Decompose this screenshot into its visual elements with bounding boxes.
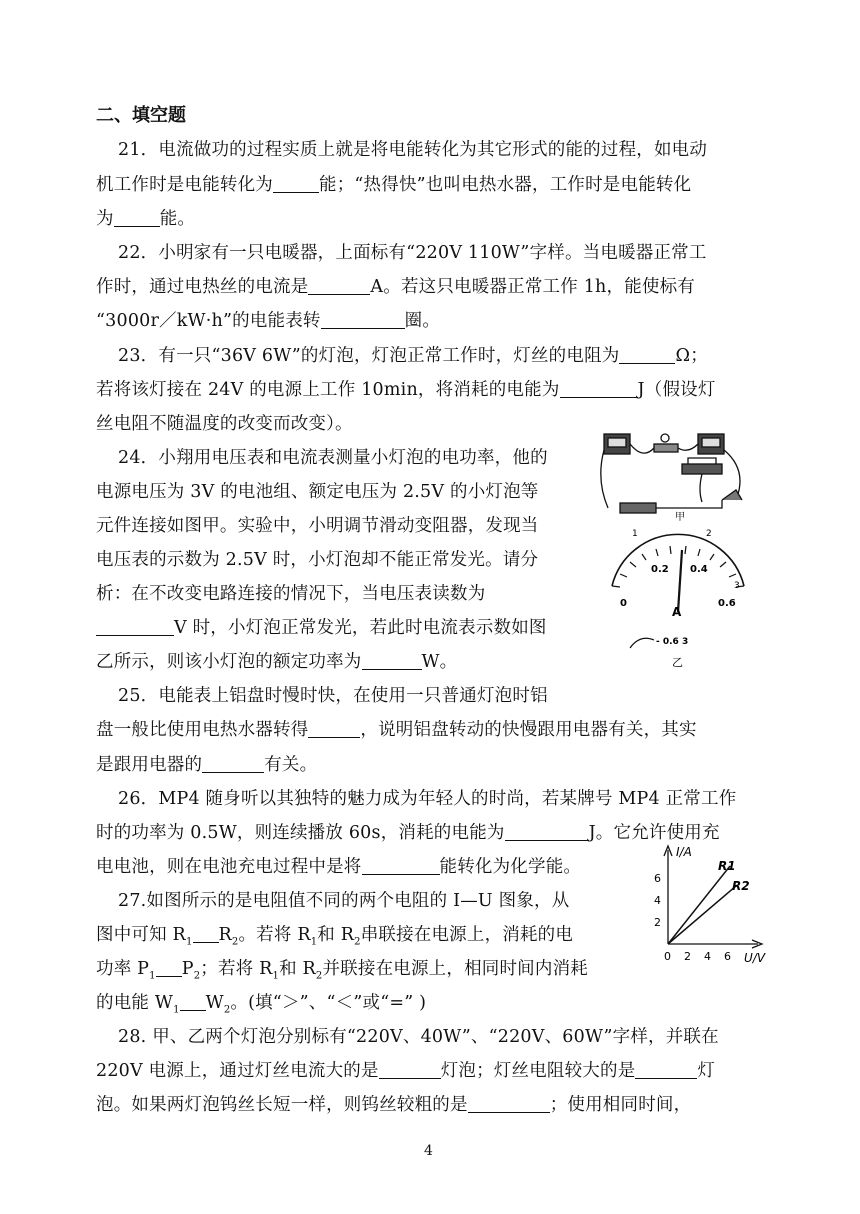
subscript: 2 [193,970,201,982]
q23-blank-2 [560,379,638,398]
x-tick-label: 4 [704,950,711,963]
subscript: 1 [149,970,156,982]
q23-line3: 丝电阻不随温度的改变而改变）。 [96,414,353,434]
subscript: 2 [354,936,361,948]
q22-text: A。若这只电暖器正常工作 1h，能使标有 [370,277,696,297]
q26-text: 能转化为化学能。 [439,857,582,877]
page-number: 4 [424,1143,433,1159]
dial-label: 2 [706,529,712,539]
q22-text: 圈。 [404,311,441,331]
q23-line1 [118,342,708,367]
q25-line2 [96,716,697,741]
bulb-icon [661,434,669,442]
q25-line3 [96,751,317,776]
q24-text: V 时，小灯泡正常发光，若此时电流表示数如图 [174,618,547,638]
q26-text: J。它允许使用充 [588,823,720,843]
q24-line3: 元件连接如图甲。实验中，小明调节滑动变阻器，发现当 [96,516,539,536]
y-tick-label: 2 [654,916,661,929]
line-label-r1: R1 [718,859,736,873]
y-axis-label: I/A [676,845,692,859]
dial-label: 0.6 [718,598,736,609]
subscript: 2 [231,936,239,948]
q27-line4 [96,989,426,1016]
q26-line1: 26．MP4 随身听以其独特的魅力成为年轻人的时尚，若某牌号 MP4 正常工作 [118,789,737,809]
x-tick-label: 6 [724,950,731,963]
line-r1 [668,866,730,944]
q25-blank-1 [308,719,360,738]
q28-text: ；使用相同时间， [549,1095,692,1115]
q24-line7 [96,648,457,673]
q28-text: 220V 电源上，通过灯丝电流大的是 [96,1061,379,1081]
q23-text: Ω； [675,346,708,366]
subscript: 2 [315,970,323,982]
q28-line1: 28. 甲、乙两个灯泡分别标有“220V、40W”、“220V、60W”字样，并联在 [118,1027,719,1047]
q21-text: 机工作时是电能转化为 [96,175,273,195]
ammeter-figure-yi [600,524,756,676]
q26-blank-2 [362,856,440,875]
q24-text: 乙所示，则该小灯泡的额定功率为 [96,652,362,672]
q27-line1: 27.如图所示的是电阻值不同的两个电阻的 I—U 图象，从 [118,891,570,911]
dial-label: 0.4 [690,564,708,575]
q24-line5: 析：在不改变电路连接的情况下，当电压表读数为 [96,584,486,604]
figure-caption-jia: 甲 [675,512,685,522]
q26-text: 电电池，则在电池充电过程中是将 [96,857,362,877]
q27-text: 功率 P [96,959,150,979]
q25-text: 盘一般比使用电热水器转得 [96,720,309,740]
y-tick-label: 6 [654,872,661,885]
y-tick-label: 4 [654,894,661,907]
q21-line1: 21．电流做功的过程实质上就是将电能转化为其它形式的能的过程，如电动 [118,140,708,160]
dial-label: 3 [734,581,740,591]
q24-blank-1 [96,617,174,636]
q27-blank-1 [193,924,219,943]
q27-text: 。(填“＞”、“＜”或“=” ) [230,993,427,1013]
q25-text: 有关。 [264,755,318,775]
q26-line2 [96,819,720,844]
line-label-r2: R2 [732,879,750,893]
q23-text: 若将该灯接在 24V 的电源上工作 10min，将消耗的电能为 [96,380,560,400]
subscript: 2 [223,1004,231,1016]
q27-text: 并联接在电源上，相同时间内消耗 [322,959,588,979]
q25-blank-2 [202,754,264,773]
q22-line1: 22．小明家有一只电暖器，上面标有“220V 110W”字样。当电暖器正常工 [118,243,707,263]
dial-arc [612,534,744,586]
q28-blank-3 [468,1094,550,1113]
dial-label: 0.2 [651,564,669,575]
rheostat-icon [682,464,722,474]
figure-caption-yi: 乙 [672,656,683,669]
q27-text: W [205,993,224,1013]
q21-line2 [96,171,691,196]
q28-line2 [96,1057,715,1082]
subscript: 1 [272,970,280,982]
x-axis-label: U/V [744,951,766,965]
q27-line3 [96,955,588,982]
x-tick-label: 0 [664,950,671,963]
q23-text: 23．有一只“36V 6W”的灯泡，灯泡正常工作时，灯丝的电阻为 [118,346,620,366]
subscript: 1 [185,936,193,948]
line-r2 [668,886,736,944]
q28-blank-2 [635,1060,697,1079]
q26-line3 [96,853,581,878]
q24-line6 [96,614,547,639]
q27-text: 。若将 R [238,925,311,945]
q21-text: 能；“热得快”也叫电热水器，工作时是电能转化 [319,175,692,195]
q21-text: 能。 [159,209,196,229]
q27-text: 的电能 W [96,993,174,1013]
q28-blank-1 [379,1060,441,1079]
q24-line4: 电压表的示数为 2.5V 时，小灯泡却不能正常发光。请分 [96,550,539,570]
ammeter-terminals: - 0.6 3 [656,637,689,647]
q26-text: 时的功率为 0.5W，则连续播放 60s，消耗的电能为 [96,823,505,843]
q22-line2 [96,273,695,298]
q26-blank-1 [505,822,589,841]
dial-label: 1 [632,529,638,539]
q28-line3 [96,1091,691,1116]
q21-text: 为 [96,209,114,229]
q27-line2 [96,921,573,948]
q27-text: 和 R [279,959,316,979]
q25-line1: 25．电能表上铝盘时慢时快，在使用一只普通灯泡时铝 [118,686,548,706]
q23-text: J（假设灯 [637,380,716,400]
q23-blank-1 [619,345,675,364]
battery-icon [620,503,656,513]
q22-text: “3000r／kW·h”的电能表转 [96,311,321,331]
q28-text: 灯 [697,1061,716,1081]
q21-blank-1 [273,174,319,193]
q25-text: 是跟用电器的 [96,755,203,775]
q23-line2 [96,376,716,401]
dial-needle [678,550,682,612]
q22-blank-2 [321,310,405,329]
subscript: 1 [173,1004,180,1016]
q27-text: R [218,925,232,945]
q25-text: ，说明铝盘转动的快慢跟用电器有关，其实 [360,720,697,740]
q27-text: 串联接在电源上，消耗的电 [360,925,574,945]
q24-line1: 24．小翔用电压表和电流表测量小灯泡的电功率，他的 [118,448,548,468]
q27-text: P [181,959,194,979]
q27-blank-3 [180,992,206,1011]
q22-blank-1 [308,276,370,295]
q21-blank-2 [114,208,160,227]
section-heading: 二、填空题 [96,105,186,126]
q28-text: 灯泡；灯丝电阻较大的是 [440,1061,636,1081]
q21-line3 [96,205,195,230]
dial-label: 0 [620,598,627,609]
q28-text: 泡。如果两灯泡钨丝长短一样，则钨丝较粗的是 [96,1095,468,1115]
q22-text: 作时，通过电热丝的电流是 [96,277,309,297]
subscript: 1 [310,936,318,948]
q24-text: W。 [421,652,458,672]
q24-blank-2 [362,651,422,670]
circuit-figure-jia [598,430,758,522]
dial-unit: A [672,605,682,619]
x-tick-label: 2 [684,950,691,963]
q27-text: 图中可知 R [96,925,186,945]
q27-blank-2 [156,958,182,977]
q24-line2: 电源电压为 3V 的电池组、额定电压为 2.5V 的小灯泡等 [96,482,539,502]
q27-text: 和 R [317,925,355,945]
q27-text: ；若将 R [200,959,273,979]
iu-graph [640,838,780,968]
q22-line3 [96,307,440,332]
